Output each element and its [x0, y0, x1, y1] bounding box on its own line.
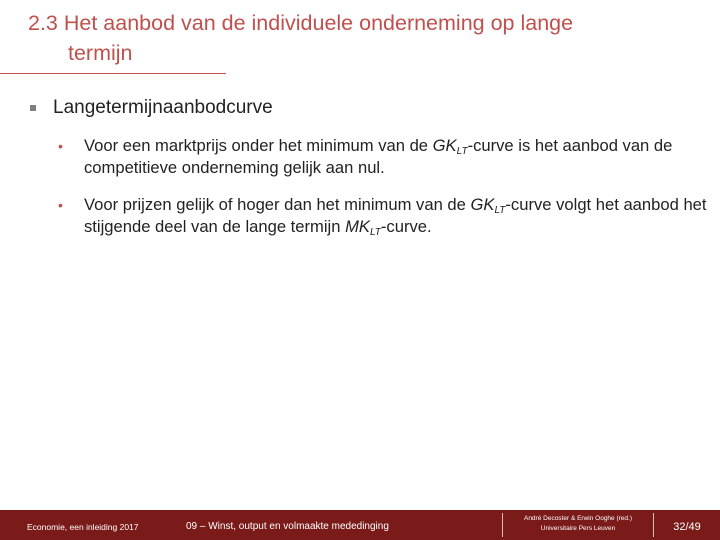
bullet-dot-icon: • — [58, 197, 63, 213]
main-bullet-text: Langetermijnaanbodcurve — [53, 97, 273, 118]
sub2-mk: MK — [345, 217, 370, 236]
bullet-dot-icon: • — [58, 138, 63, 154]
footer-course: Economie, een inleiding 2017 — [27, 522, 139, 532]
footer-divider — [653, 513, 654, 537]
sub1-part-a: Voor een marktprijs onder het minimum van de — [84, 136, 433, 155]
footer-authors — [508, 514, 648, 534]
footer-divider — [502, 513, 503, 537]
sub2-part-c: -curve. — [380, 217, 432, 236]
sub2-part-a: Voor prijzen gelijk of hoger dan het minimum van de — [84, 195, 471, 214]
footer-authors-line1: André Decoster & Erwin Ooghe (red.) — [523, 515, 633, 522]
sub-bullet-1-text — [58, 135, 708, 179]
title-underline — [0, 73, 226, 74]
footer-authors-line2: Universitaire Pers Leuven — [540, 525, 616, 532]
slide-title — [28, 8, 708, 68]
sub2-part-b: -curve volgt het aanbod het stijgende deel van de lange termijn — [84, 195, 707, 236]
square-bullet-icon — [30, 105, 36, 111]
sub-bullet-2 — [58, 194, 708, 238]
sub1-gk: GK — [432, 136, 457, 155]
sub2-lt2: LT — [369, 227, 381, 238]
sub2-gk: GK — [470, 195, 495, 214]
sub-bullet-1 — [58, 135, 708, 179]
sub2-lt: LT — [494, 205, 506, 216]
sub-bullet-2-text — [58, 194, 708, 238]
footer-bar — [0, 510, 720, 540]
sub1-lt: LT — [456, 146, 468, 157]
page-number: 32/49 — [673, 521, 701, 533]
slide-title-line1: 2.3 Het aanbod van de individuele onderneming op lange — [28, 11, 574, 35]
sub1-part-b: -curve is het aanbod van de competitieve onderneming gelijk aan nul. — [84, 136, 673, 177]
slide-title-line2: termijn — [68, 41, 133, 65]
footer-chapter: 09 – Winst, output en volmaakte mededinging — [186, 521, 389, 532]
main-bullet — [30, 97, 273, 119]
